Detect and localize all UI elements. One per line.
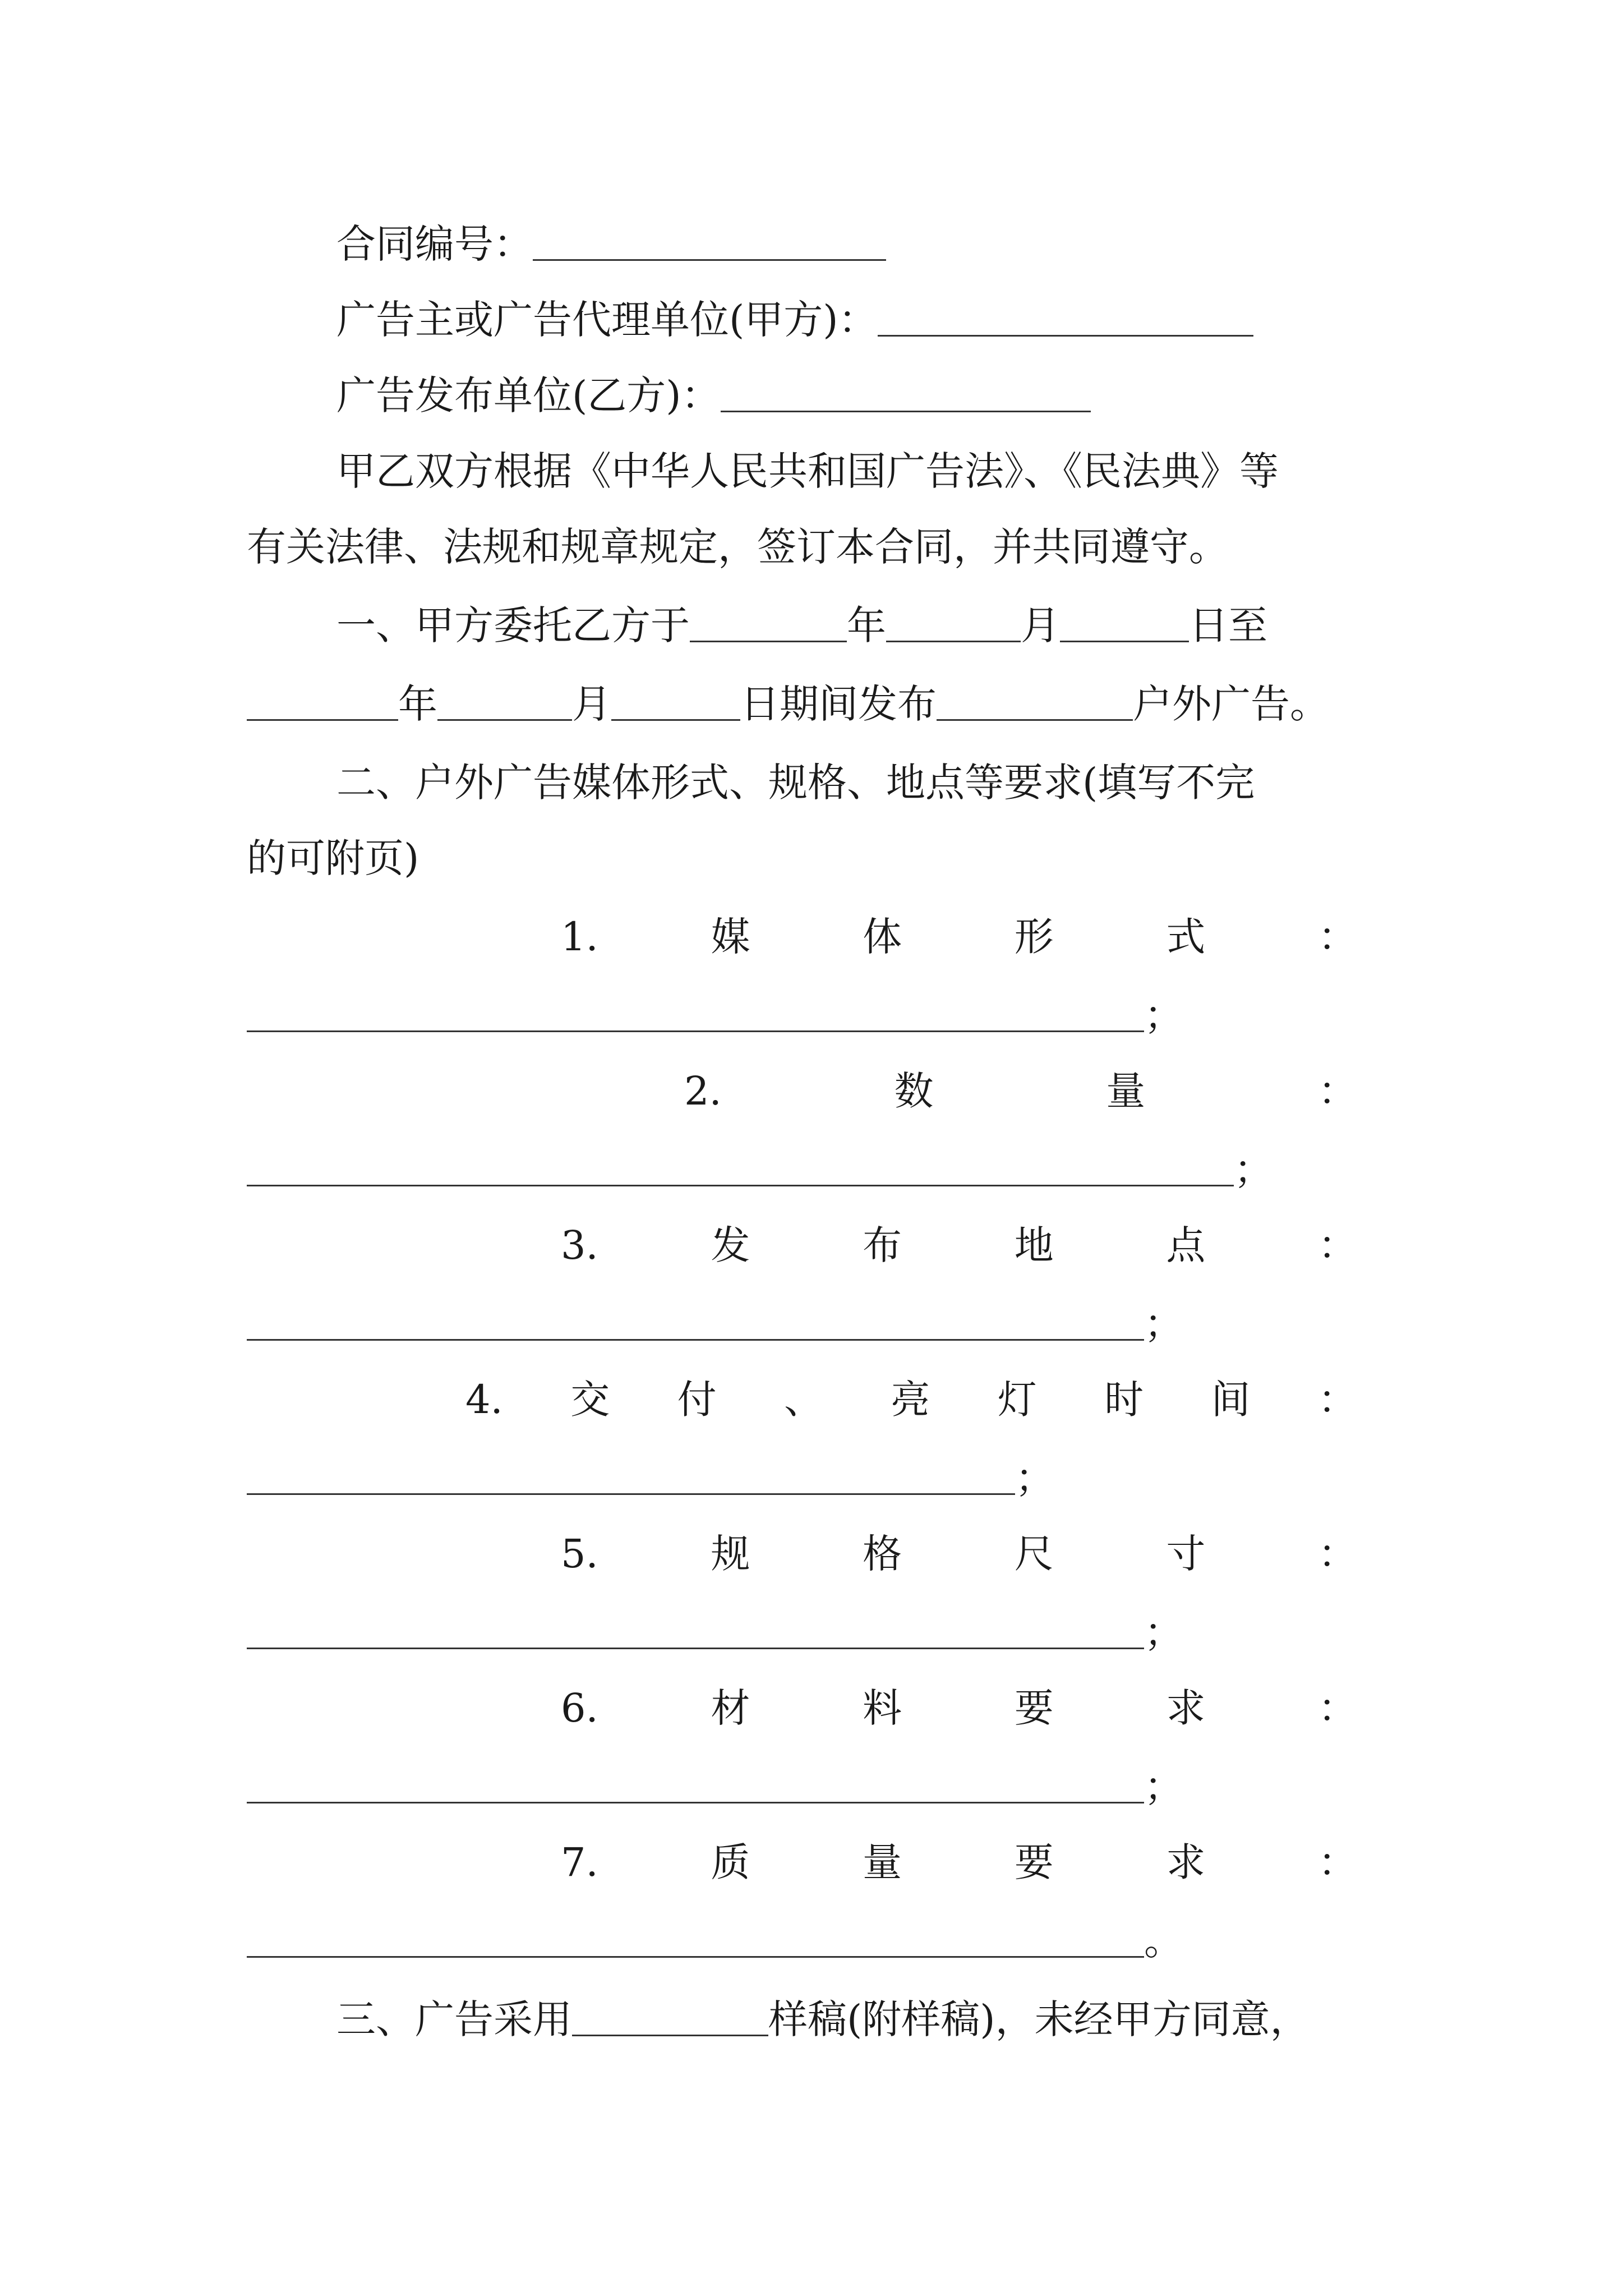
item-4-char: 时 <box>1104 1377 1144 1423</box>
clause-2-line-2 <box>247 819 1385 898</box>
item-6-field[interactable] <box>247 1763 1144 1803</box>
item-5-char: 格 <box>863 1531 902 1577</box>
item-4-answer-line <box>247 1439 1054 1517</box>
contract-number-line <box>336 205 1385 283</box>
intro-text-2: 有关法律、法规和规章规定，签订本合同，并共同遵守。 <box>247 524 1228 570</box>
item-1-number: 1. <box>561 914 598 960</box>
clause-2-text-1: 二、户外广告媒体形式、规格、地点等要求(填写不完 <box>336 760 1255 806</box>
item-6-heading <box>561 1669 1357 1747</box>
item-5-end: ； <box>1144 1609 1183 1655</box>
outdoor-ad-label: 户外广告。 <box>1133 681 1329 727</box>
item-3-end: ； <box>1144 1301 1183 1347</box>
item-1-colon: ： <box>1318 914 1357 960</box>
item-4-char: 、 <box>783 1377 823 1423</box>
contract-number-field[interactable] <box>533 220 886 261</box>
item-1-heading <box>561 898 1357 976</box>
sample-draft-field[interactable] <box>572 1995 768 2036</box>
item-1-answer-line <box>247 976 1183 1055</box>
item-5-colon: ： <box>1318 1531 1357 1577</box>
item-5-char: 尺 <box>1014 1531 1054 1577</box>
ad-content-field[interactable] <box>937 680 1133 721</box>
party-a-field[interactable] <box>878 296 1253 337</box>
item-4-number: 4. <box>465 1377 503 1423</box>
item-6-answer-line <box>247 1747 1183 1826</box>
item-7-heading <box>561 1823 1357 1902</box>
item-3-field[interactable] <box>247 1300 1144 1341</box>
item-7-end: 。 <box>1144 1918 1183 1964</box>
item-3-char: 布 <box>863 1222 902 1268</box>
item-2-number: 2. <box>684 1068 722 1114</box>
party-b-line <box>336 356 1385 435</box>
clause-2-text-2: 的可附页) <box>247 835 419 881</box>
item-2-answer-line <box>247 1130 1273 1209</box>
day-to-label: 日至 <box>1189 602 1267 648</box>
party-a-label: 广告主或广告代理单位(甲方)： <box>336 297 878 343</box>
item-6-char: 求 <box>1166 1685 1206 1731</box>
item-6-char: 要 <box>1014 1685 1054 1731</box>
item-2-char: 数 <box>894 1068 934 1114</box>
item-6-char: 材 <box>711 1685 750 1731</box>
item-1-end: ； <box>1144 992 1183 1038</box>
clause-1-line-2 <box>247 665 1385 743</box>
item-7-char: 量 <box>863 1839 902 1885</box>
month-label-2: 月 <box>572 681 611 727</box>
item-2-end: ； <box>1234 1147 1273 1193</box>
item-4-char: 亮 <box>891 1377 930 1423</box>
period-label: 日期间发布 <box>740 681 937 727</box>
contract-number-label: 合同编号： <box>336 221 533 267</box>
item-6-number: 6. <box>561 1685 598 1731</box>
item-7-answer-line <box>247 1902 1183 1980</box>
item-4-char: 交 <box>570 1377 610 1423</box>
item-4-heading <box>465 1360 1357 1439</box>
item-4-end: ； <box>1015 1455 1054 1501</box>
party-b-field[interactable] <box>721 371 1091 412</box>
end-day-field[interactable] <box>611 680 740 721</box>
intro-text-1: 甲乙双方根据《中华人民共和国广告法》、《民法典》等 <box>336 448 1279 494</box>
item-6-char: 料 <box>863 1685 902 1731</box>
clause-3-text-1: 三、广告采用 <box>336 1996 572 2042</box>
item-7-char: 要 <box>1014 1839 1054 1885</box>
item-2-field[interactable] <box>247 1145 1234 1186</box>
item-3-char: 地 <box>1014 1222 1054 1268</box>
item-5-number: 5. <box>561 1531 598 1577</box>
month-label: 月 <box>1021 602 1060 648</box>
item-1-field[interactable] <box>247 991 1144 1032</box>
start-day-field[interactable] <box>1060 601 1189 642</box>
item-3-answer-line <box>247 1285 1183 1363</box>
end-year-field[interactable] <box>247 680 398 721</box>
year-label: 年 <box>847 602 886 648</box>
clause-3-text-2: 样稿(附样稿)，未经甲方同意， <box>768 1996 1310 2042</box>
item-4-field[interactable] <box>247 1454 1015 1495</box>
item-5-answer-line <box>247 1593 1183 1672</box>
item-7-char: 求 <box>1166 1839 1206 1885</box>
clause-1-text: 一、甲方委托乙方于 <box>336 602 690 648</box>
item-2-heading <box>684 1052 1357 1130</box>
item-6-end: ； <box>1144 1764 1183 1810</box>
item-2-colon: ： <box>1318 1068 1357 1114</box>
item-3-char: 发 <box>711 1222 750 1268</box>
item-4-char: 灯 <box>997 1377 1037 1423</box>
item-1-char: 式 <box>1166 914 1206 960</box>
start-year-field[interactable] <box>690 601 847 642</box>
item-5-char: 寸 <box>1166 1531 1206 1577</box>
item-4-colon: ： <box>1317 1377 1357 1423</box>
clause-2-line-1 <box>336 743 1385 822</box>
party-a-line <box>336 280 1385 359</box>
item-1-char: 媒 <box>711 914 750 960</box>
intro-line-2 <box>247 508 1385 586</box>
item-1-char: 形 <box>1014 914 1054 960</box>
item-7-char: 质 <box>711 1839 750 1885</box>
item-7-number: 7. <box>561 1839 598 1885</box>
party-b-label: 广告发布单位(乙方)： <box>336 372 721 418</box>
clause-3-line <box>336 1980 1385 2059</box>
item-3-heading <box>561 1206 1357 1285</box>
start-month-field[interactable] <box>886 601 1021 642</box>
item-6-colon: ： <box>1318 1685 1357 1731</box>
item-1-char: 体 <box>863 914 902 960</box>
clause-1-line-1 <box>336 586 1385 665</box>
item-4-char: 付 <box>677 1377 717 1423</box>
item-3-number: 3. <box>561 1222 598 1268</box>
item-5-char: 规 <box>711 1531 750 1577</box>
item-4-char: 间 <box>1211 1377 1251 1423</box>
item-5-heading <box>561 1515 1357 1593</box>
end-month-field[interactable] <box>437 680 572 721</box>
item-7-colon: ： <box>1318 1839 1357 1885</box>
intro-line-1 <box>336 432 1385 510</box>
item-7-field[interactable] <box>247 1917 1144 1958</box>
item-5-field[interactable] <box>247 1608 1144 1649</box>
year-label-2: 年 <box>398 681 437 727</box>
item-2-char: 量 <box>1106 1068 1146 1114</box>
item-3-char: 点 <box>1166 1222 1206 1268</box>
item-3-colon: ： <box>1318 1222 1357 1268</box>
